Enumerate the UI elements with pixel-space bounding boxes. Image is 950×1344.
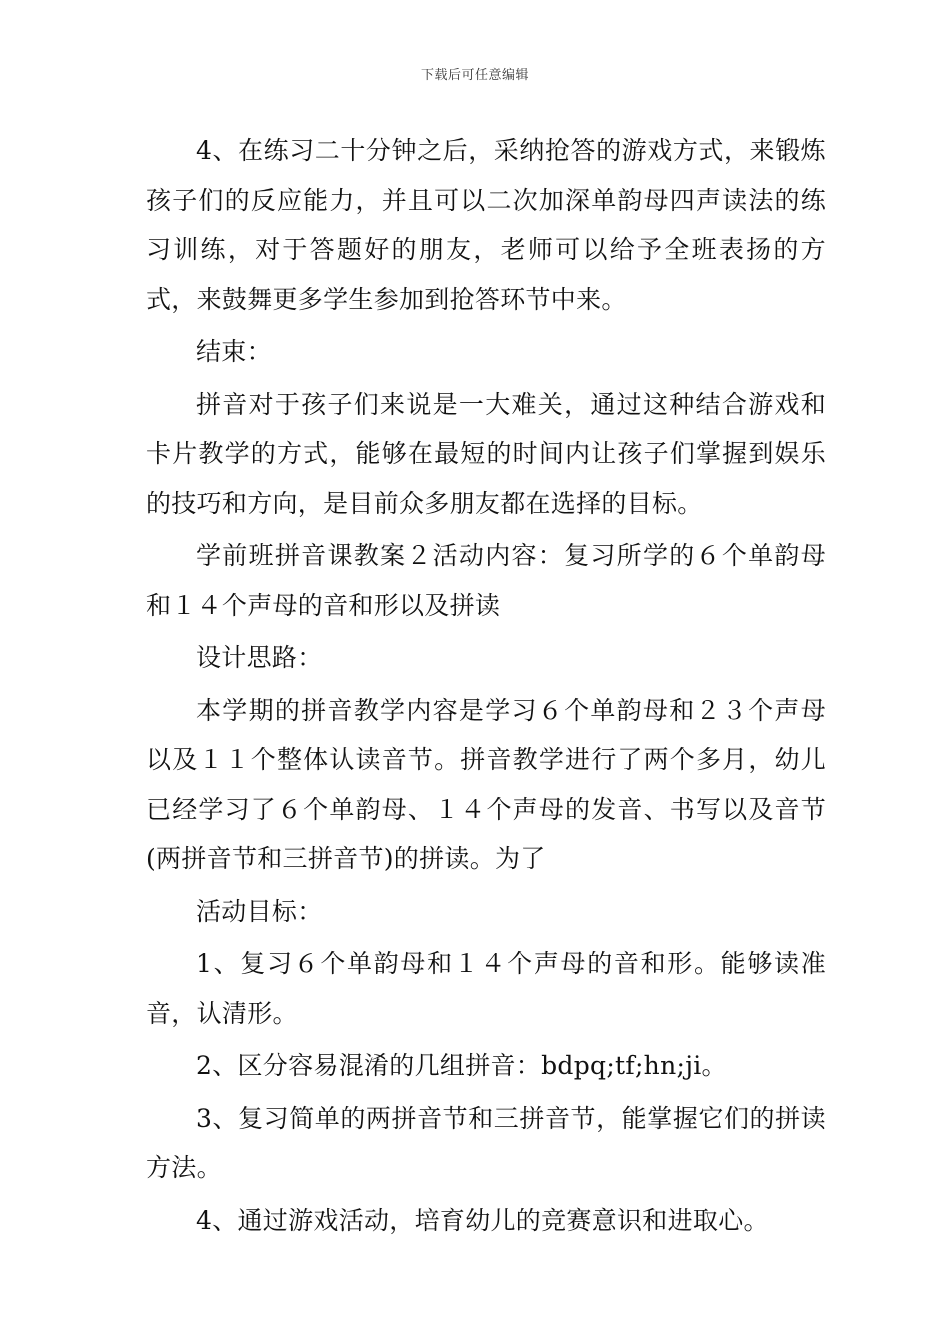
paragraph-conclusion: 拼音对于孩子们来说是一大难关，通过这种结合游戏和卡片教学的方式，能够在最短的时间内让孩子们掌握到娱乐的技巧和方向，是目前众多朋友都在选择的目标。	[146, 389, 826, 518]
section-heading-design: 设计思路：	[196, 643, 323, 672]
section-heading-end: 结束：	[196, 337, 272, 366]
page-header: 下载后可任意编辑	[420, 68, 529, 83]
section-heading-goals: 活动目标：	[196, 896, 323, 926]
paragraph-goal-2: 2、区分容易混淆的几组拼音：bdpq;tf;hn;ji。	[196, 1051, 727, 1080]
paragraph-goal-4: 4、通过游戏活动，培育幼儿的竞赛意识和进取心。	[196, 1205, 769, 1235]
paragraph-lesson-2-content: 学前班拼音课教案２活动内容：复习所学的６个单韵母和１４个声母的音和形以及拼读	[146, 541, 826, 620]
paragraph-goal-3: 3、复习简单的两拼音节和三拼音节，能掌握它们的拼读方法。	[146, 1103, 826, 1182]
paragraph-design-idea: 本学期的拼音教学内容是学习６个单韵母和２３个声母以及１１个整体认读音节。拼音教学进行了两个多月，幼儿已经学习了６个单韵母、１４个声母的发音、书写以及音节(两拼音节和三拼音节)的拼读。为了	[146, 695, 826, 873]
document-body	[146, 126, 826, 1248]
paragraph-step-4-quiz: 4、在练习二十分钟之后，采纳抢答的游戏方式，来锻炼孩子们的反应能力，并且可以二次加深单韵母四声读法的练习训练，对于答题好的朋友，老师可以给予全班表扬的方式，来鼓舞更多学生参加到抢答环节中来。	[146, 136, 826, 314]
paragraph-goal-1: 1、复习６个单韵母和１４个声母的音和形。能够读准音，认清形。	[146, 949, 826, 1028]
